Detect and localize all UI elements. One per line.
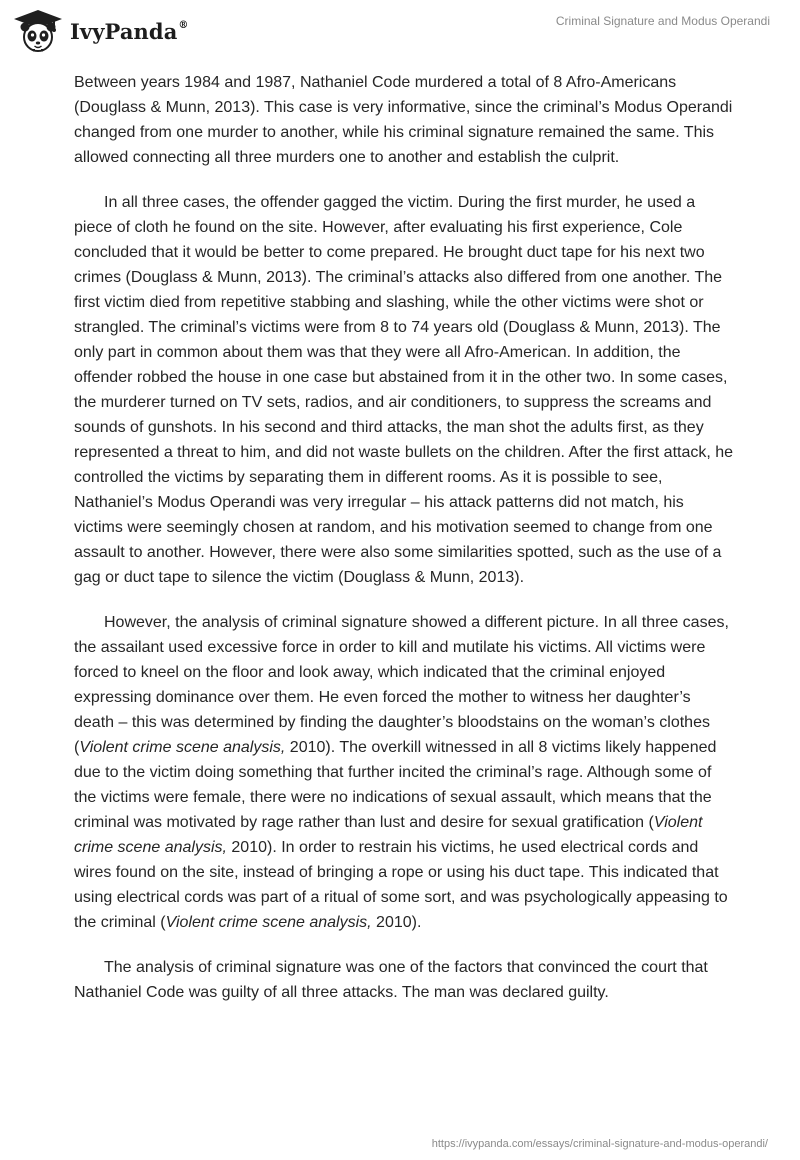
brand-name: IvyPanda® (70, 18, 189, 44)
essay-body (74, 70, 734, 1025)
ivypanda-logo[interactable] (12, 8, 188, 54)
registered-mark: ® (178, 19, 189, 31)
paragraph-3-text-3: 2010). In order to restrain his victims, he used electrical cords and wires found on the site, instead of bringing a rope or using his duct tape. This indicated that using electrical cords was part of a ritual of some sort, and was psychologically appeasing to the criminal ( (74, 839, 728, 931)
citation-title: Violent crime scene analysis, (74, 814, 703, 856)
citation-title: Violent crime scene analysis, (79, 739, 286, 756)
paragraph-3-text-2: 2010). The overkill witnessed in all 8 victims likely happened due to the victim doing something that further incited the criminal’s rage. Although some of the victims were female, there were no indications of sexual assault, which means that the criminal was motivated by rage rather than lust and desire for sexual gratification ( (74, 739, 717, 831)
page-header (0, 0, 800, 64)
source-url[interactable]: https://ivypanda.com/essays/criminal-signature-and-modus-operandi/ (431, 1138, 768, 1150)
paragraph-4: The analysis of criminal signature was one of the factors that convinced the court that Nathaniel Code was guilty of all three attacks. The man was declared guilty. (74, 959, 708, 1001)
paragraph-3-text-1: However, the analysis of criminal signature showed a different picture. In all three cases, the assailant used excessive force in order to kill and mutilate his victims. All victims were forced to kneel on the floor and look away, which indicated that the criminal enjoyed expressing dominance over them. He even forced the mother to witness her daughter’s death – this was determined by finding the daughter’s bloodstains on the woman’s clothes ( (74, 614, 729, 756)
paragraph-2: In all three cases, the offender gagged the victim. During the first murder, he used a piece of cloth he found on the site. However, after evaluating his first experience, Cole concluded that it would be better to come prepared. He brought duct tape for his next two crimes (Douglass & Munn, 2013). The criminal’s attacks also differed from one another. The first victim died from repetitive stabbing and slashing, while the other victims were shot or strangled. The criminal’s victims were from 8 to 74 years old (Douglass & Munn, 2013). The only part in common about them was that they were all Afro-American. In addition, the offender robbed the house in one case but abstained from it in the other two. In some cases, the murderer turned on TV sets, radios, and air conditioners, to suppress the screams and sounds of gunshots. In his second and third attacks, the man shot the adults first, as they represented a threat to him, and did not waste bullets on the children. After the first attack, he controlled the victims by separating them in different rooms. As it is possible to see, Nathaniel’s Modus Operandi was very irregular – his attack patterns did not match, his victims were seemingly chosen at random, and his motivation seemed to change from one assault to another. However, there were also some similarities spotted, such as the use of a gag or duct tape to silence the victim (Douglass & Munn, 2013). (74, 194, 734, 586)
paragraph-3 (74, 610, 734, 935)
paragraph-1: Between years 1984 and 1987, Nathaniel Code murdered a total of 8 Afro-Americans (Douglass & Munn, 2013). This case is very informative, since the criminal’s Modus Operandi changed from one murder to another, while his criminal signature remained the same. This allowed connecting all three murders one to another and establish the culprit. (74, 74, 733, 166)
document-title: Criminal Signature and Modus Operandi (555, 14, 770, 28)
panda-graduate-icon (12, 8, 64, 54)
citation-title: Violent crime scene analysis, (165, 914, 372, 931)
paragraph-3-text-4: 2010). (371, 914, 422, 931)
